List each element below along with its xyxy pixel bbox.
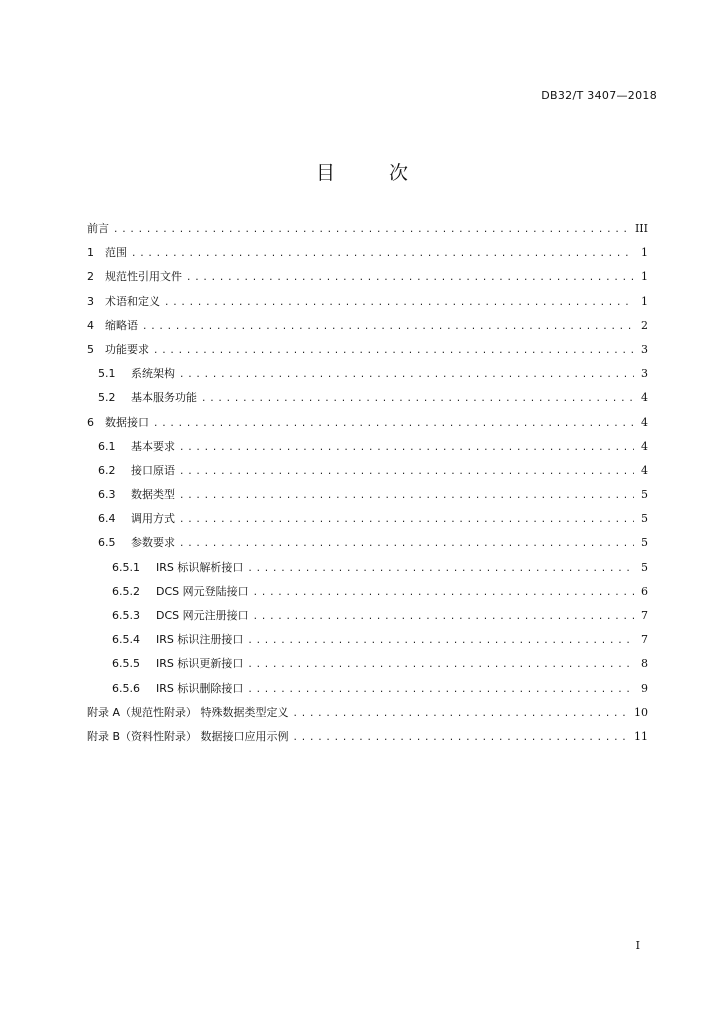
toc-label: 系统架构 [131, 367, 175, 381]
toc-page: 4 [641, 463, 648, 477]
toc-number: 5.1 [98, 367, 116, 381]
toc-number: 6.5.4 [112, 633, 140, 647]
toc-page: 5 [641, 560, 648, 574]
toc-entry-6-5-5[interactable] [87, 652, 648, 676]
toc-number: 6.5 [98, 536, 116, 550]
toc-label: IRS 标识注册接口 [156, 633, 244, 647]
toc-label: IRS 标识解析接口 [156, 560, 244, 574]
toc-page: 3 [641, 342, 648, 356]
toc-page: 1 [641, 270, 648, 284]
toc-entry-3[interactable] [87, 290, 648, 314]
toc-entry-6-5-6[interactable] [87, 677, 648, 701]
toc-number: 6.5.1 [112, 560, 140, 574]
toc-label: 基本要求 [131, 439, 175, 453]
toc-number: 6 [87, 415, 94, 429]
dot-leader [247, 678, 634, 702]
toc-page: 9 [641, 681, 648, 695]
dot-leader [293, 702, 628, 726]
toc-page: 2 [641, 318, 648, 332]
toc-label: 数据接口 [105, 415, 149, 429]
dot-leader [179, 532, 634, 556]
dot-leader [247, 557, 634, 581]
dot-leader [253, 605, 634, 629]
toc-page: 5 [641, 536, 648, 550]
toc-page: 5 [641, 512, 648, 526]
toc-entry-5[interactable] [87, 338, 648, 362]
dot-leader [179, 363, 634, 387]
toc-page: 7 [641, 609, 648, 622]
toc-page: 1 [641, 294, 648, 308]
toc-number: 6.5.3 [112, 609, 140, 622]
toc-entry-2[interactable] [87, 265, 648, 289]
toc-number: 1 [87, 246, 94, 260]
page-title: 目 次 [315, 162, 433, 184]
toc-page: III [634, 222, 648, 235]
toc-entry-appendix-b[interactable] [87, 725, 648, 749]
toc-page: 6 [641, 584, 648, 598]
dot-leader [247, 629, 634, 653]
toc-entry-6[interactable] [87, 411, 648, 435]
toc-label: 范围 [105, 246, 127, 260]
toc-entry-6-1[interactable] [87, 435, 648, 459]
toc-label: 缩略语 [105, 318, 138, 332]
toc-label: DCS 网元登陆接口 [156, 584, 249, 598]
toc-entry-6-4[interactable] [87, 507, 648, 531]
toc-number: 6.5.5 [112, 657, 140, 671]
toc-label: 参数要求 [131, 536, 175, 550]
dot-leader [153, 412, 634, 436]
toc-number: 2 [87, 270, 94, 284]
toc-label: 数据类型 [131, 488, 175, 502]
toc-label: 附录 B（资料性附录） 数据接口应用示例 [87, 729, 289, 743]
dot-leader [293, 726, 628, 750]
toc-entry-6-5-1[interactable] [87, 556, 648, 580]
toc-entry-6-5-3[interactable] [87, 604, 648, 628]
toc-page: 5 [641, 488, 648, 502]
toc-number: 6.4 [98, 512, 116, 526]
toc-label: 调用方式 [131, 512, 175, 526]
toc-page: 11 [634, 729, 648, 743]
toc-number: 3 [87, 294, 94, 308]
toc-label: 基本服务功能 [131, 391, 197, 405]
toc-label: 功能要求 [105, 342, 149, 356]
toc-page: 4 [641, 415, 648, 429]
toc-page: 8 [641, 657, 648, 671]
toc-page: 4 [641, 439, 648, 453]
toc-number: 6.3 [98, 488, 116, 502]
toc-entry-foreword[interactable] [87, 217, 648, 241]
toc-page: 7 [641, 633, 648, 647]
toc-number: 5 [87, 342, 94, 356]
page-number: I [635, 939, 640, 952]
standard-code: DB32/T 3407—2018 [541, 89, 657, 102]
toc-label: DCS 网元注册接口 [156, 609, 249, 622]
toc-entry-6-3[interactable] [87, 483, 648, 507]
dot-leader [186, 266, 634, 290]
toc-page: 1 [641, 246, 648, 260]
toc-number: 6.5.6 [112, 681, 140, 695]
dot-leader [142, 315, 634, 339]
dot-leader [179, 460, 634, 484]
toc-page: 4 [641, 391, 648, 405]
toc-label: 接口原语 [131, 463, 175, 477]
toc-page: 10 [634, 705, 648, 719]
dot-leader [179, 508, 634, 532]
dot-leader [153, 339, 634, 363]
toc-number: 4 [87, 318, 94, 332]
toc-number: 6.5.2 [112, 584, 140, 598]
toc-label: IRS 标识删除接口 [156, 681, 244, 695]
toc-entry-5-2[interactable] [87, 386, 648, 410]
toc-number: 5.2 [98, 391, 116, 405]
toc-label: 术语和定义 [105, 294, 160, 308]
toc-label: 前言 [87, 222, 109, 235]
dot-leader [253, 581, 634, 605]
dot-leader [179, 484, 634, 508]
toc-entry-6-5-2[interactable] [87, 580, 648, 604]
toc-entry-5-1[interactable] [87, 362, 648, 386]
toc-entry-6-5[interactable] [87, 531, 648, 555]
table-of-contents [87, 217, 648, 749]
dot-leader [113, 218, 629, 242]
toc-entry-appendix-a[interactable] [87, 701, 648, 725]
toc-entry-4[interactable] [87, 314, 648, 338]
toc-entry-6-2[interactable] [87, 459, 648, 483]
toc-number: 6.1 [98, 439, 116, 453]
toc-label: 规范性引用文件 [105, 270, 182, 284]
toc-label: 附录 A（规范性附录） 特殊数据类型定义 [87, 705, 289, 719]
dot-leader [164, 291, 634, 315]
toc-label: IRS 标识更新接口 [156, 657, 244, 671]
dot-leader [201, 387, 634, 411]
dot-leader [247, 653, 634, 677]
toc-number: 6.2 [98, 463, 116, 477]
toc-entry-6-5-4[interactable] [87, 628, 648, 652]
dot-leader [179, 436, 634, 460]
dot-leader [131, 242, 634, 266]
toc-page: 3 [641, 367, 648, 381]
toc-entry-1[interactable] [87, 241, 648, 265]
